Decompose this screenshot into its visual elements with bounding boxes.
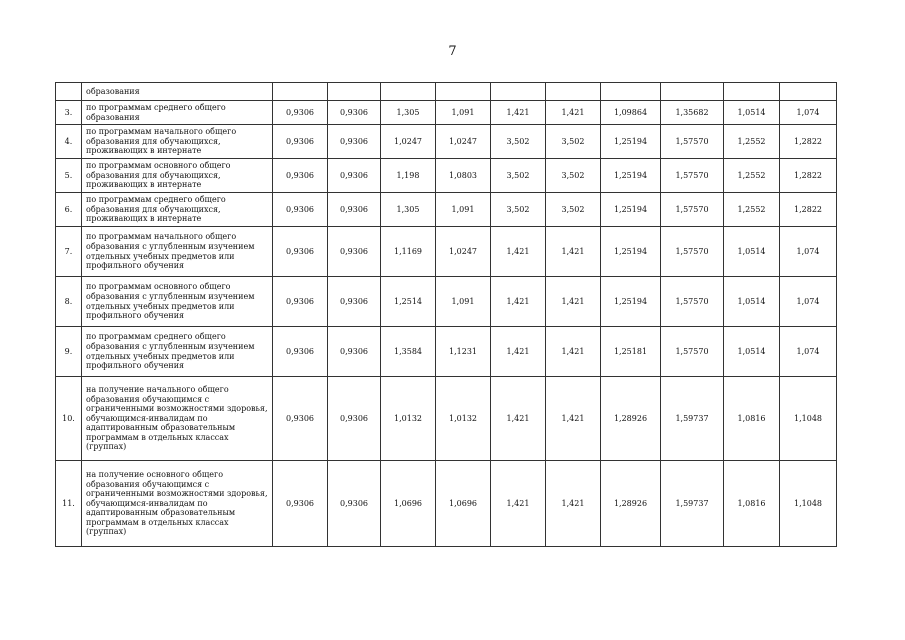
coefficient-cell: 0,9306 <box>273 193 328 227</box>
coefficient-cell: 1,091 <box>436 193 491 227</box>
description-line: отдельных учебных предметов или <box>86 251 235 261</box>
table-row <box>56 227 837 277</box>
row-description-cell <box>82 461 273 547</box>
description-line: проживающих в интернате <box>86 214 202 224</box>
coefficient-cell: 1,074 <box>780 101 837 125</box>
coefficient-cell: 1,2552 <box>724 193 780 227</box>
coefficient-cell <box>661 83 724 101</box>
coefficient-cell <box>491 83 546 101</box>
table-row <box>56 461 837 547</box>
coefficient-cell: 0,9306 <box>273 227 328 277</box>
description-line: программам в отдельных классах <box>86 517 229 527</box>
row-number-cell: 10. <box>56 377 82 461</box>
row-number-cell: 8. <box>56 277 82 327</box>
row-description-cell <box>82 159 273 193</box>
description-line: обучающимся-инвалидам по <box>86 498 208 508</box>
coefficient-cell: 1,25194 <box>601 193 661 227</box>
coefficient-cell: 3,502 <box>491 159 546 193</box>
coefficient-cell: 1,0696 <box>381 461 436 547</box>
coefficient-cell: 1,0803 <box>436 159 491 193</box>
coefficient-cell: 0,9306 <box>328 125 381 159</box>
coefficient-cell: 1,421 <box>546 277 601 327</box>
row-number-cell: 9. <box>56 327 82 377</box>
description-line: образования для обучающихся, <box>86 170 221 180</box>
coefficient-cell: 1,421 <box>491 277 546 327</box>
row-description-cell <box>82 83 273 101</box>
coefficient-cell: 1,0247 <box>381 125 436 159</box>
coefficient-cell: 3,502 <box>546 125 601 159</box>
coefficient-cell <box>273 83 328 101</box>
description-line: по программам начального общего <box>86 232 237 242</box>
coefficient-cell <box>780 83 837 101</box>
coefficient-cell: 0,9306 <box>273 125 328 159</box>
coefficient-cell: 1,1048 <box>780 377 837 461</box>
coefficient-cell: 1,57570 <box>661 193 724 227</box>
row-number-cell: 5. <box>56 159 82 193</box>
coefficient-cell: 0,9306 <box>273 377 328 461</box>
description-line: проживающих в интернате <box>86 180 202 190</box>
row-description-cell <box>82 227 273 277</box>
coefficient-cell: 0,9306 <box>328 227 381 277</box>
description-line: образования для обучающихся, <box>86 204 221 214</box>
description-line: профильного обучения <box>86 261 185 271</box>
coefficient-cell <box>546 83 601 101</box>
row-description-cell <box>82 327 273 377</box>
coefficient-cell: 1,25194 <box>601 125 661 159</box>
coefficient-cell <box>436 83 491 101</box>
coefficient-cell: 1,2514 <box>381 277 436 327</box>
description-line: образования обучающимся с <box>86 394 210 404</box>
coefficient-cell: 1,305 <box>381 193 436 227</box>
coefficient-cell: 1,59737 <box>661 377 724 461</box>
coefficient-cell: 1,1231 <box>436 327 491 377</box>
coefficient-cell: 1,421 <box>546 227 601 277</box>
coefficient-cell: 1,1048 <box>780 461 837 547</box>
coefficient-cell: 1,0514 <box>724 277 780 327</box>
coefficient-cell: 1,25194 <box>601 159 661 193</box>
row-number-cell <box>56 83 82 101</box>
coefficient-cell: 1,57570 <box>661 159 724 193</box>
table-row <box>56 377 837 461</box>
description-line: отдельных учебных предметов или <box>86 301 235 311</box>
description-line: образования с углубленным изучением <box>86 291 255 301</box>
description-line: по программам среднего общего <box>86 195 226 205</box>
description-line: ограниченными возможностями здоровья, <box>86 489 268 499</box>
coefficient-cell: 3,502 <box>546 193 601 227</box>
row-description-cell <box>82 101 273 125</box>
row-number-cell: 11. <box>56 461 82 547</box>
coefficient-cell: 1,2552 <box>724 125 780 159</box>
description-line: адаптированным образовательным <box>86 423 236 433</box>
description-line: (группах) <box>86 442 127 452</box>
description-line: образования с углубленным изучением <box>86 241 255 251</box>
coefficient-cell: 0,9306 <box>328 193 381 227</box>
row-description-cell <box>82 377 273 461</box>
coefficient-cell: 0,9306 <box>328 277 381 327</box>
description-line: отдельных учебных предметов или <box>86 351 235 361</box>
coefficient-cell <box>381 83 436 101</box>
coefficient-cell: 1,305 <box>381 101 436 125</box>
coefficient-cell: 1,09864 <box>601 101 661 125</box>
coefficient-cell: 1,091 <box>436 277 491 327</box>
row-number-cell: 6. <box>56 193 82 227</box>
coefficient-cell: 0,9306 <box>328 159 381 193</box>
coefficient-cell: 1,1169 <box>381 227 436 277</box>
table-body <box>56 83 837 547</box>
coefficient-cell: 1,0514 <box>724 101 780 125</box>
coefficient-cell: 1,421 <box>546 101 601 125</box>
coefficient-cell: 1,35682 <box>661 101 724 125</box>
row-description-cell <box>82 277 273 327</box>
description-line: на получение начального общего <box>86 384 229 394</box>
row-description-cell <box>82 193 273 227</box>
coefficient-cell: 1,421 <box>491 327 546 377</box>
coefficient-cell: 1,421 <box>546 461 601 547</box>
coefficient-cell: 0,9306 <box>273 277 328 327</box>
description-line: профильного обучения <box>86 361 185 371</box>
description-line: по программам основного общего <box>86 161 231 171</box>
row-description-cell <box>82 125 273 159</box>
coefficient-cell: 1,421 <box>491 377 546 461</box>
coefficient-cell: 1,198 <box>381 159 436 193</box>
coefficient-cell: 1,57570 <box>661 125 724 159</box>
coefficient-cell: 1,2822 <box>780 193 837 227</box>
row-number-cell: 4. <box>56 125 82 159</box>
coefficient-cell: 1,3584 <box>381 327 436 377</box>
coefficient-cell: 1,0247 <box>436 125 491 159</box>
coefficient-cell: 1,0514 <box>724 227 780 277</box>
coefficient-cell: 0,9306 <box>273 327 328 377</box>
coefficient-cell: 1,074 <box>780 227 837 277</box>
coefficient-cell: 1,2552 <box>724 159 780 193</box>
description-line: обучающимся-инвалидам по <box>86 413 208 423</box>
coefficient-cell: 0,9306 <box>273 101 328 125</box>
coefficient-cell: 1,0514 <box>724 327 780 377</box>
table-row <box>56 327 837 377</box>
coefficient-cell: 3,502 <box>546 159 601 193</box>
description-line: (группах) <box>86 527 127 537</box>
table-row <box>56 125 837 159</box>
description-line: образования обучающимся с <box>86 479 210 489</box>
coefficient-cell: 1,421 <box>546 327 601 377</box>
coefficient-cell: 0,9306 <box>328 461 381 547</box>
coefficient-cell: 1,28926 <box>601 461 661 547</box>
description-line: образования с углубленным изучением <box>86 341 255 351</box>
description-line: по программам начального общего <box>86 127 237 137</box>
coefficient-cell: 1,421 <box>491 461 546 547</box>
description-line: проживающих в интернате <box>86 146 202 156</box>
description-line: на получение основного общего <box>86 469 224 479</box>
coefficient-cell: 1,074 <box>780 277 837 327</box>
description-line: адаптированным образовательным <box>86 508 236 518</box>
coefficient-cell: 1,421 <box>491 227 546 277</box>
coefficient-cell: 1,0816 <box>724 377 780 461</box>
coefficient-cell <box>601 83 661 101</box>
coefficient-cell: 1,28926 <box>601 377 661 461</box>
page-number: 7 <box>448 44 457 59</box>
coefficient-cell: 1,0816 <box>724 461 780 547</box>
coefficient-cell: 1,2822 <box>780 159 837 193</box>
coefficient-cell: 1,421 <box>546 377 601 461</box>
coefficient-cell: 1,57570 <box>661 327 724 377</box>
description-line: по программам среднего общего <box>86 102 226 112</box>
coefficient-table <box>55 82 837 547</box>
coefficient-cell: 0,9306 <box>273 461 328 547</box>
table-row <box>56 193 837 227</box>
coefficient-cell: 1,2822 <box>780 125 837 159</box>
coefficient-cell: 0,9306 <box>273 159 328 193</box>
table-row <box>56 101 837 125</box>
coefficient-cell <box>724 83 780 101</box>
coefficient-cell: 1,59737 <box>661 461 724 547</box>
coefficient-cell: 3,502 <box>491 193 546 227</box>
coefficient-cell: 0,9306 <box>328 377 381 461</box>
row-number-cell: 7. <box>56 227 82 277</box>
description-line: ограниченными возможностями здоровья, <box>86 404 268 414</box>
row-number-cell: 3. <box>56 101 82 125</box>
coefficient-cell: 1,0132 <box>381 377 436 461</box>
coefficient-cell: 1,25194 <box>601 277 661 327</box>
coefficient-cell: 0,9306 <box>328 101 381 125</box>
coefficient-cell: 1,57570 <box>661 227 724 277</box>
coefficient-cell: 0,9306 <box>328 327 381 377</box>
table-row <box>56 277 837 327</box>
coefficient-cell: 1,25181 <box>601 327 661 377</box>
description-line: образования <box>86 112 140 122</box>
description-line: образования для обучающихся, <box>86 136 221 146</box>
coefficient-cell: 1,57570 <box>661 277 724 327</box>
coefficient-cell <box>328 83 381 101</box>
coefficient-cell: 1,0247 <box>436 227 491 277</box>
description-line: образования <box>86 86 140 96</box>
coefficient-cell: 1,091 <box>436 101 491 125</box>
coefficient-cell: 1,25194 <box>601 227 661 277</box>
coefficient-cell: 3,502 <box>491 125 546 159</box>
description-line: по программам среднего общего <box>86 332 226 342</box>
coefficient-cell: 1,0132 <box>436 377 491 461</box>
description-line: профильного обучения <box>86 311 185 321</box>
table-row <box>56 159 837 193</box>
table-row <box>56 83 837 101</box>
coefficient-cell: 1,0696 <box>436 461 491 547</box>
description-line: по программам основного общего <box>86 282 231 292</box>
description-line: программам в отдельных классах <box>86 432 229 442</box>
coefficient-cell: 1,421 <box>491 101 546 125</box>
coefficient-cell: 1,074 <box>780 327 837 377</box>
